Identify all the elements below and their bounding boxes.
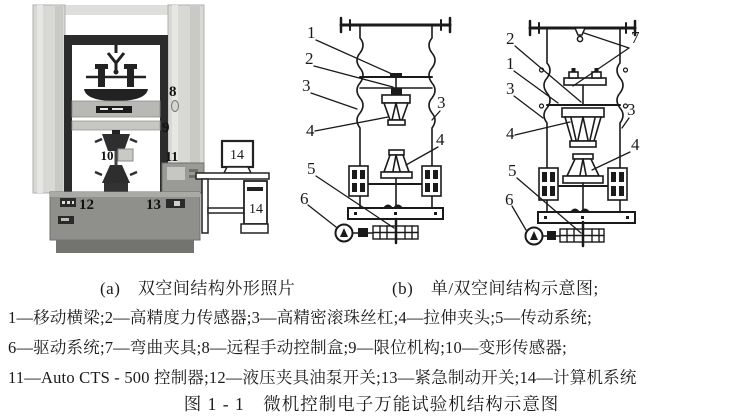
- remote-control-box: [172, 101, 179, 112]
- right-bearing-block: [608, 168, 627, 200]
- tower-base: [241, 224, 268, 233]
- upper-bend-anvil: [575, 28, 585, 42]
- legend-line-2: 6—驱动系统;7—弯曲夹具;8—远程手动控制盒;9—限位机构;10—变形传感器;: [8, 338, 567, 357]
- upper-grip: [382, 95, 410, 125]
- desk-crossbar: [208, 208, 244, 213]
- label-6: 6: [505, 190, 514, 209]
- force-sensor: [391, 88, 402, 95]
- label-2: 2: [506, 29, 515, 48]
- desk-leg: [202, 179, 208, 233]
- legend-line-1: 1—移动横梁;2—高精度力传感器;3—高精密滚珠丝杠;4—拉伸夹头;5—传动系统;: [8, 308, 592, 327]
- left-post: [64, 35, 72, 193]
- desk-label-monitor-14: 14: [230, 148, 244, 163]
- label-3: 3: [302, 76, 311, 95]
- top-beam: [64, 35, 168, 45]
- label-4-right: 4: [631, 135, 640, 154]
- legend-line-3: 11—Auto CTS - 500 控制器;12—液压夹具油泵开关;13—紧急制动开关;14—计算机系统: [8, 368, 637, 387]
- left-bearing-block: [539, 168, 558, 200]
- label-7: 7: [631, 28, 640, 47]
- extensometer: [118, 149, 133, 161]
- photo-label-10: 10: [100, 148, 114, 163]
- leader-lines: [308, 40, 440, 228]
- label-1: 1: [307, 23, 316, 42]
- caption-b: (b) 单/双空间结构示意图;: [392, 279, 599, 298]
- lower-grip: [381, 150, 412, 208]
- base-plate: [538, 212, 635, 223]
- photo-label-13: 13: [146, 197, 161, 213]
- label-1: 1: [506, 54, 515, 73]
- desktop: [196, 173, 269, 179]
- label-6: 6: [300, 189, 309, 208]
- photo-label-9: 9: [162, 120, 170, 136]
- computer-desk: [192, 134, 292, 248]
- right-bearing-block: [422, 166, 441, 196]
- label-4: 4: [306, 121, 315, 140]
- photo-label-11: 11: [165, 150, 179, 165]
- label-4: 4: [506, 124, 515, 143]
- left-bearing-block: [349, 166, 368, 196]
- photo-label-8: 8: [169, 84, 177, 100]
- desk-label-tower-14: 14: [249, 202, 263, 217]
- label-3-right: 3: [437, 93, 446, 112]
- label-5: 5: [508, 161, 517, 180]
- moving-crosshead: [72, 101, 160, 130]
- machine-photo: [28, 3, 213, 259]
- figure-title: 图 1 - 1 微机控制电子万能试验机结构示意图: [183, 394, 560, 414]
- schematic-single-space: [293, 8, 463, 256]
- lower-grip: [563, 154, 603, 212]
- bend-fixture: [564, 72, 606, 105]
- specimen: [115, 151, 118, 165]
- coupling: [547, 231, 556, 240]
- schematic-dual-space: [498, 8, 668, 256]
- label-4-right: 4: [436, 130, 445, 149]
- label-3-right: 3: [627, 100, 636, 119]
- left-column: [33, 5, 65, 193]
- caption-a: (a) 双空间结构外形照片: [100, 279, 296, 298]
- photo-label-12: 12: [79, 197, 94, 213]
- upper-grip: [562, 108, 604, 147]
- coupling: [358, 228, 368, 237]
- label-3: 3: [506, 79, 515, 98]
- label-5: 5: [307, 159, 316, 178]
- machine-base: [50, 192, 200, 253]
- label-2: 2: [305, 49, 314, 68]
- tower-drive-slot: [247, 187, 263, 191]
- monitor-stand: [224, 167, 251, 173]
